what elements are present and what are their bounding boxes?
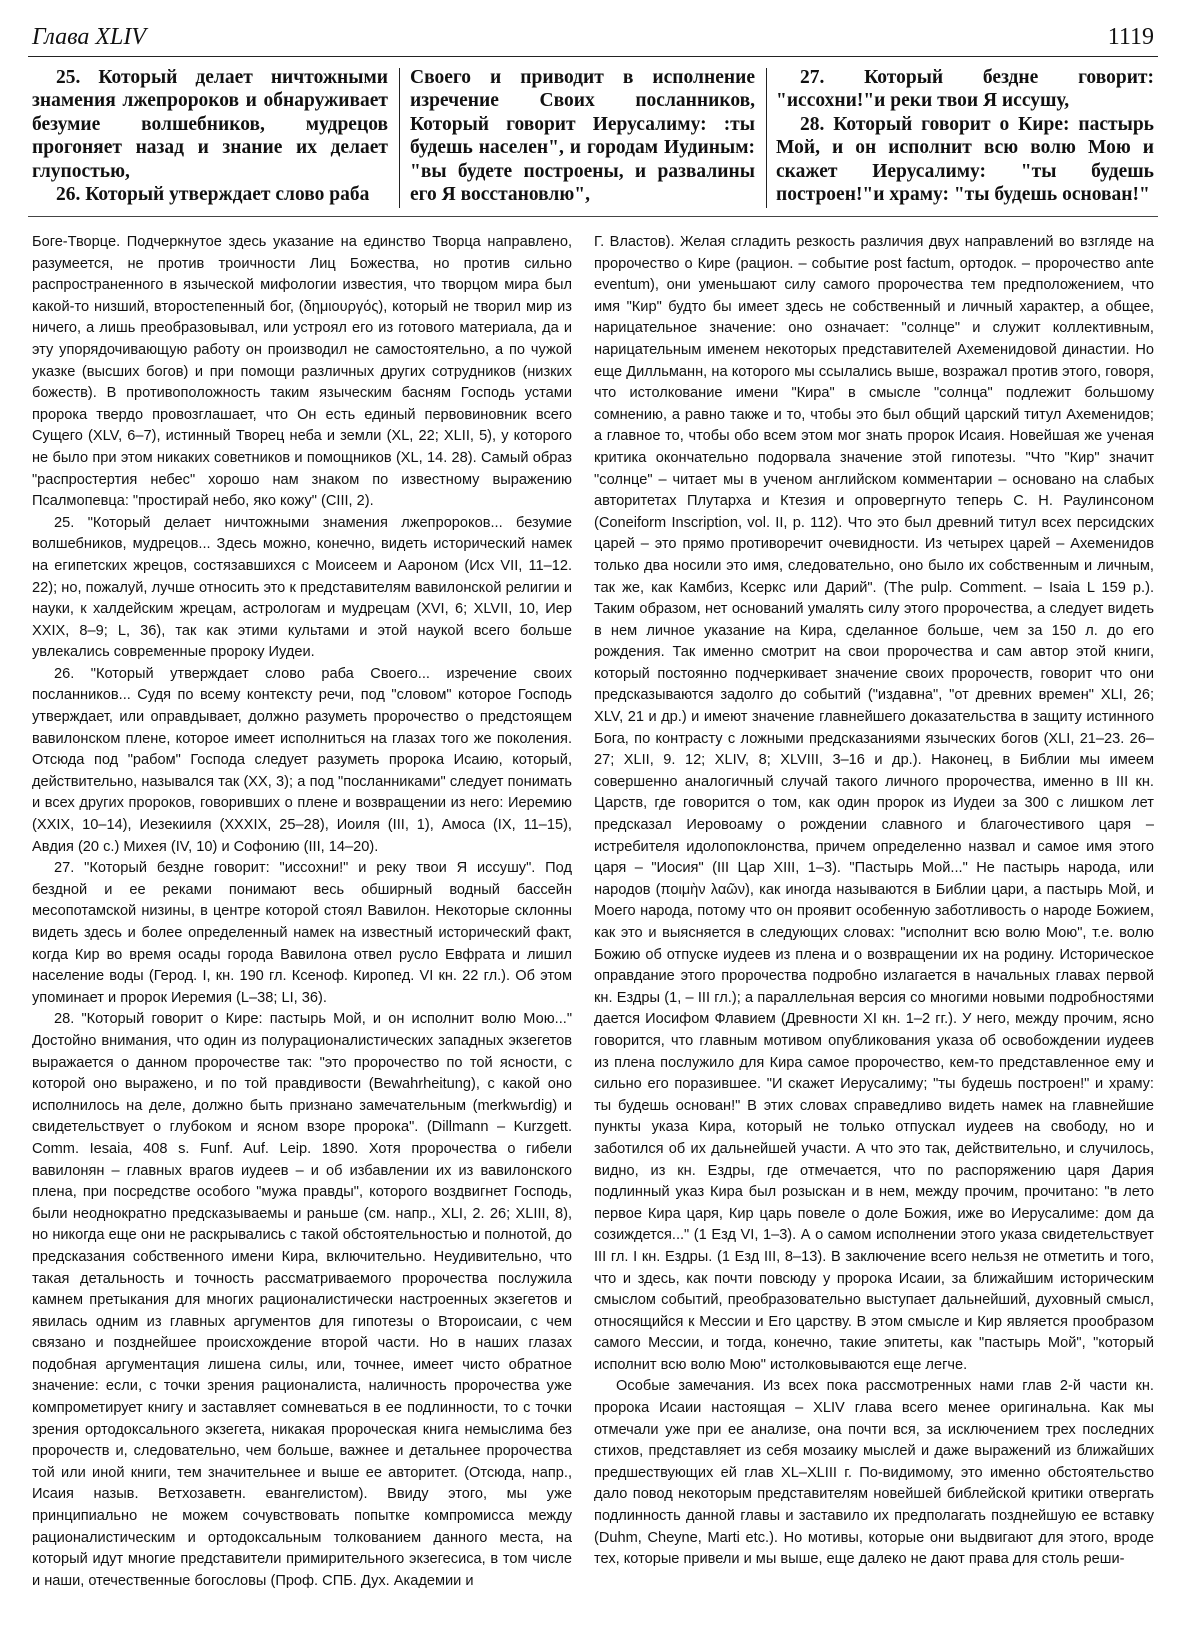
verse-column-separator xyxy=(766,68,767,208)
commentary-verse-28: 28. "Который говорит о Кире: пастырь Мой, и он исполнит волю Мою..." Достойно внимания, что один из полурационалистических западных экзегетов выражается о данном пророчестве так: "это пророчество по той ясности, с которой оно выражено, и по той правдивости (Bewahrheitung), с какой оно исполнилось на деле, должно быть признано замечательным (merkwьrdig) и свидетельствует о глубоком и ясном взоре пророка". (Dillmann – Kurzgett. Comm. Iesaia, 408 s. Funf. Auf. Leip. 1890. Хотя пророчества о гибели вавилонян – главных врагов иудеев – и об избавлении их из вавилонского плена, при посредстве особого "мужа правды", которого воздвигнет Господь, были неоднократно предсказываемы и раньше (см. напр., XLI, 2. 26; XLIII, 8), но никогда еще они не раскрывались с такой обстоятельностью и полнотой, до предсказания собственного имени Кира, включительно. Неудивительно, что такая детальность и точность рассматриваемого пророчества послужила камнем претыкания для многих рационалистически настроенных экзегетов и явилась одним из главных аргументов для гипотезы о Второисаии, с чем связано и позднейшее происхождение второй части. Но в наших глазах подобная аргументация лишена силы, или, точнее, имеет чисто обратное значение: если, с точки зрения рационалиста, наличность пророчества уже компрометирует книгу и заставляет сомневаться в ее подлинности, то с точки зрения ортодоксального экзегета, никакая пророческая книга немыслима без пророчеств и, следовательно, чем больше, важнее и детальнее пророчества той или иной книги, тем значительнее и выше ее авторитет. (Отсюда, напр., Исаия назыв. Ветхозаветн. евангелистом). Ввиду этого, мы уже принципиально не можем сочувствовать попытке компромисса между рационалистическим и ортодоксальным толкованием данного места, на который идут многие представители примирительного экзегесиса, в том числе и наши, отечественные богословы (Проф. СПБ. Дух. Академии и xyxy=(32,1011,572,1589)
commentary-paragraph: Боге-Творце. Подчеркнутое здесь указание на единство Творца направлено, разумеется, не против троичности Лиц Божества, но против сильно распространенного в языческой мифологии известия, что творцом мира был какой-то низший, второстепенный бог, (δημιουργός), который не творил мир из ничего, а лишь преобразовывал, или устроял его из готового материала, да и эту упорядочивающую работу он производил не самостоятельно, а по чужой указке (высших богов) и при помощи различных других сотрудников (низких божеств). В противоположность таким языческим басням Господь устами пророка твердо провозглашает, что Он есть единый первовиновник всего Сущего (XLV, 6–7), истинный Творец неба и земли (XL, 22; XLII, 5), у которого не было при этом никаких советников и помощников (XL, 14. 28). Самый образ "распростертия небес" хорошо нам знаком по известному выражению Псалмопевца: "простирай небо, яко кожу" (CIII, 2). xyxy=(32,234,572,510)
verse-26-start: 26. Который утверждает слово раба xyxy=(56,184,370,206)
commentary-verse-25: 25. "Который делает ничтожными знамения лжепророков... безумие волшебников, мудрецов... Здесь можно, конечно, видеть исторический намек на египетских жрецов, состязавшихся с Моисеем и Аароном (Исх VII, 11–12. 22); но, пожалуй, лучше относить это к представителям вавилонской религии и науки, к халдейским жрецам, астрологам и мудрецам (XVI, 6; XLVII, 10, Иер XXIX, 8–9; L, 36), так как этими культами и этой наукой всего больше увлекались современные пророку Иудеи. xyxy=(32,514,572,661)
commentary-verse-27: 27. "Который бездне говорит: "иссохни!" и реку твои Я иссушу". Под бездной и ее реками понимают весь обширный водный бассейн месопотамской низины, в центре которой стоял Вавилон. Некоторые склонны видеть здесь и более определенный намек на известный исторический факт, когда Кир во время осады города Вавилона отвел русло Евфрата и лишил население воды (Герод. I, кн. 190 гл. Ксеноф. Киропед. VI кн. 22 гл.). Об этом упоминает и пророк Иеремия (L–38; LI, 36). xyxy=(32,860,572,1006)
verse-column-3 xyxy=(776,66,1154,212)
commentary-column-2 xyxy=(594,232,1154,1571)
verse-column-2 xyxy=(410,66,755,212)
book-page xyxy=(28,0,1158,1630)
verse-26-continued: Своего и приводит в исполнение изречение Своих посланников, Который говорит Иерусалиму: :ты будешь населен", и городам Иудиным: "вы будете построены, и развалины его Я восстановлю", xyxy=(410,67,755,206)
page-header xyxy=(28,22,1158,57)
special-remarks-paragraph: Особые замечания. Из всех пока рассмотренных нами глав 2-й части кн. пророка Исаии настоящая – XLIV глава всего менее оригинальна. Как мы отмечали уже при ее анализе, она почти вся, за исключением трех последних стихов, представляет из себя мозаику мыслей и даже выражений из ближайших предшествующих ей глав XL–XLIII г. По-видимому, это именно обстоятельство дало повод некоторым представителям новейшей библейской критики отвергать подлинность данной главы и заставило их предполагать позднейшую ее вставку (Duhm, Cheyne, Marti etc.). Но мотивы, которые они выдвигают для этого, вроде тех, которые привели и мы выше, еще далеко не дают права для столь реши- xyxy=(594,1378,1154,1568)
commentary-verse-26: 26. "Который утверждает слово раба Своего... изречение своих посланников... Судя по всему контексту речи, под "словом" которое Господь утверждает, или оправдывает, должно разуметь пророчество о предстоящем вавилонском плене, которое имеет исполниться на глазах того же поколения. Отсюда под "рабом" Господа следует разуметь пророка Исаию, который, действительно, назывался так (XX, 3); а под "посланниками" следует понимать и всех других пророков, говоривших о плене и возвращении из него: Иеремию (XXIX, 10–14), Иезекииля (XXXIX, 25–28), Иоиля (III, 1), Амоса (IX, 11–15), Авдия (20 с.) Михея (IV, 10) и Софонию (III, 14–20). xyxy=(32,665,572,855)
commentary-column-1 xyxy=(32,232,572,1592)
verse-27: 27. Который бездне говорит: "иссохни!"и реки твои Я иссушу, xyxy=(776,67,1154,112)
section-divider xyxy=(28,216,1158,217)
page-number: 1119 xyxy=(1107,24,1154,50)
verse-28: 28. Который говорит о Кире: пастырь Мой, и он исполнит всю волю Мою и скажет Иерусалиму: "ты будешь построен!"и храму: "ты будешь основан!" xyxy=(776,113,1154,206)
chapter-title: Глава XLIV xyxy=(32,24,147,50)
commentary-paragraph: Г. Властов). Желая сгладить резкость различия двух направлений во взгляде на пророчество о Кире (рацион. – событие post factum, ортодок. – пророчество ante eventum), они уменьшают силу самого пророчества тем предположением, что имя "Кир" будто бы имеет здесь не собственный и личный характер, а общее, нарицательное значение: оно означает: "солнце" и служит коллективным, нарицательным именем некоторых представителей Ахеменидовой династии. Но еще Дилльманн, на которого мы ссылались выше, возражал против этого, говоря, что истолкование имени "Кира" в смысле "солнца" подлежит большому сомнению, а равно также и то, чтобы это был общий царский титул Ахеменидов; а главное то, чтобы обо всем этом мог знать пророк Исаия. Новейшая же ученая критика окончательно подорвала значение этой гипотезы. "Что "Кир" значит "солнце" – читает мы в ученом английском комментарии – основано на слабых авторитетах Плутарха и Ктезия и опровергнуто теперь С. Н. Раулинсоном (Coneiform Inscription, vol. II, p. 112). Что это был древний титул всех персидских царей – это прямо противоречит очевидности. Из четырех царей – Ахеменидов только два носили это имя, следовательно, оно было их собственным и личным, так же, как Камбиз, Ксеркс или Дарий". (The pulp. Comment. – Isaia L 159 p.). Таким образом, нет оснований умалять силу этого пророчества, а следует видеть в нем личное указание на Кира, сделанное больше, чем за 150 л. до его рождения. Так именно смотрит на свои пророчества и сам автор этой книги, который постоянно подчеркивает значение своих пророчеств, говорит что они предсказываются задолго до событий ("издавна", "от древних времен" XLI, 26; XLV, 21 и др.) и имеют значение главнейшего доказательства в защиту истинного Бога, по контрасту с ложными предсказаниями языческих богов (XLI, 21–23. 26–27; XLII, 9. 12; XLIV, 8; XLVIII, 3–16 и др.). Наконец, в Библии мы имеем совершенно аналогичный случай такого личного пророчества, именно в III кн. Царств, где говорится о том, как один пророк из Иудеи за 300 с лишком лет предсказал Иеровоаму о рождении славного и благочестивого царя – истребителя идолопоклонства, причем определенно назвал и самое имя этого царя – "Иосия" (III Цар XIII, 1–3). "Пастырь Мой..." Не пастырь народа, или народов (ποιμὴν λαῶν), как иногда называются в Библии цари, а пастырь Мой, и Моего народа, потому что он проявит особенную заботливость о народе Божием, как это и выясняется в следующих словах: "исполнит всю волю Мою", т.е. волю Божию об отпуске иудеев из плена и о возвращении их на родину. Историческое оправдание этого пророчества подробно излагается в начальных главах первой кн. Ездры (1, – III гл.); а параллельная версия со многими новыми подробностями дается Иосифом Флавием (Древности XI кн. 1–2 гг.). У него, между прочим, ясно говорится, что главным мотивом опубликования указа об освобождении иудеев из плена послужило для Кира самое пророчество, кем-то представленное ему и сильно его поразившее. "И скажет Иерусалиму; "ты будешь построен!" и храму: ты будешь основан!" В этих словах справедливо видеть намек на главнейшие пункты указа Кира, который не только отпускал иудеев на свободу, но и заботился об их дальнейшей участи. А что это так, действительно, и случилось, видно, из кн. Ездры, где отмечается, что по распоряжению царя Дария подлинный указ Кира был розыскан и в нем, между прочим, прочитано: "в лето первое Кира царя, Кир царь повеле о доле Божия, иже во Иерусалиме: дом да созиждется..." (1 Езд VI, 1–3). А о самом исполнении этого указа свидетельствует III гл. I кн. Ездры. (1 Езд III, 8–13). В заключение всего нельзя не отметить и того, что и здесь, как почти повсюду у пророка Исаии, за ближайшим историческим смыслом событий, преобразовательно выступает дальнейший, духовный смысл, относящийся к Мессии и Его царству. В этом смысле и Кир является прообразом самого Мессии, и тогда, конечно, такие эпитеты, как "пастырь Мой", "который исполнит всю волю Мою" истолковываются еще легче. xyxy=(594,234,1154,1373)
verse-column-separator xyxy=(399,68,400,208)
scripture-verses xyxy=(28,66,1158,212)
verse-25: 25. Который делает ничтожными знамения лжепророков и обнаруживает безумие волшебников, мудрецов прогоняет назад и знание их делает глупостью, xyxy=(32,67,388,182)
verse-column-1 xyxy=(32,66,388,212)
